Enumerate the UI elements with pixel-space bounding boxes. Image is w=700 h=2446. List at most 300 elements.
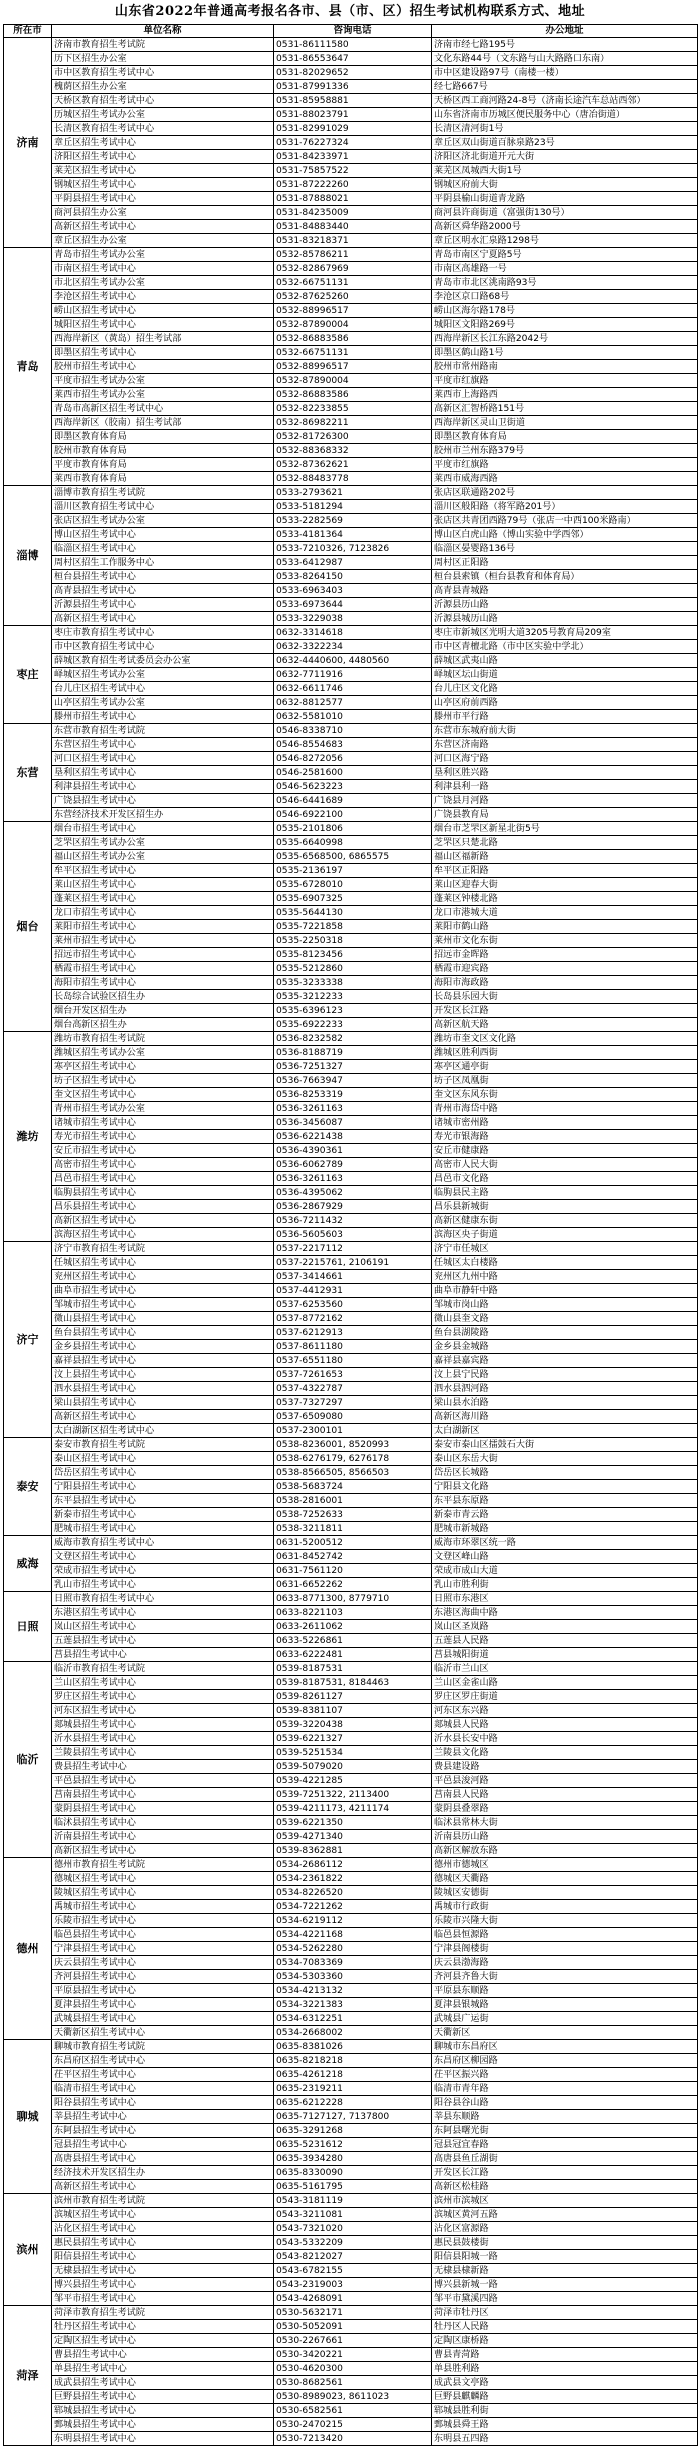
unit-name-cell: 东昌府区招生考试中心 [52, 2054, 274, 2068]
phone-cell: 0536-7663947 [274, 1074, 432, 1088]
phone-cell: 0632-8812577 [274, 696, 432, 710]
phone-cell: 0535-5644130 [274, 906, 432, 920]
phone-cell: 0532-81726300 [274, 430, 432, 444]
table-row [4, 2096, 698, 2110]
phone-cell: 0536-3261163 [274, 1102, 432, 1116]
phone-cell: 0539-8187531 [274, 1662, 432, 1676]
address-cell: 济阳区济北街道开元大街 [432, 150, 698, 164]
phone-cell: 0635-8381026 [274, 2040, 432, 2054]
phone-cell: 0631-5200512 [274, 1536, 432, 1550]
address-cell: 芝罘区只楚北路 [432, 836, 698, 850]
address-cell: 乳山市胜利街 [432, 1578, 698, 1592]
phone-cell: 0536-6221438 [274, 1130, 432, 1144]
unit-name-cell: 日照市教育招生考试中心 [52, 1592, 274, 1606]
unit-name-cell: 山亭区招生考试办公室 [52, 696, 274, 710]
table-row [4, 1928, 698, 1942]
unit-name-cell: 微山县招生考试中心 [52, 1312, 274, 1326]
table-row [4, 192, 698, 206]
phone-cell: 0633-8771300, 8779710 [274, 1592, 432, 1606]
table-row [4, 738, 698, 752]
phone-cell: 0533-6963403 [274, 584, 432, 598]
unit-name-cell: 栖霞市招生考试中心 [52, 962, 274, 976]
phone-cell: 0537-4412931 [274, 1284, 432, 1298]
address-cell: 文登区峰山路 [432, 1550, 698, 1564]
phone-cell: 0539-6221327 [274, 1732, 432, 1746]
phone-cell: 0534-2686112 [274, 1858, 432, 1872]
city-cell: 淄博 [4, 486, 52, 626]
address-cell: 沾化区富源路 [432, 2222, 698, 2236]
table-row [4, 1074, 698, 1088]
unit-name-cell: 夏津县招生考试中心 [52, 1998, 274, 2012]
phone-cell: 0532-66751131 [274, 276, 432, 290]
address-cell: 龙口市港城大道 [432, 906, 698, 920]
address-cell: 周村区正阳路 [432, 556, 698, 570]
header-phone: 咨询电话 [274, 25, 432, 38]
unit-name-cell: 邹平市招生考试中心 [52, 2292, 274, 2306]
city-cell: 潍坊 [4, 1032, 52, 1242]
unit-name-cell: 临清市招生考试中心 [52, 2082, 274, 2096]
phone-cell: 0543-8212027 [274, 2250, 432, 2264]
table-row [4, 2152, 698, 2166]
table-row [4, 2166, 698, 2180]
table-row [4, 1438, 698, 1452]
address-cell: 陵城区安德街 [432, 1886, 698, 1900]
table-row [4, 2320, 698, 2334]
address-cell: 高新区汇智桥路151号 [432, 402, 698, 416]
unit-name-cell: 惠民县招生考试中心 [52, 2236, 274, 2250]
address-cell: 青岛市市北区洮南路93号 [432, 276, 698, 290]
address-cell: 无棣县棣新路 [432, 2264, 698, 2278]
address-cell: 汶上县宁民路 [432, 1368, 698, 1382]
address-cell: 城阳区文阳路269号 [432, 318, 698, 332]
address-cell: 莒县城阳街道 [432, 1648, 698, 1662]
table-row [4, 2432, 698, 2446]
address-cell: 邹平市黛溪四路 [432, 2292, 698, 2306]
unit-name-cell: 崂山区招生考试中心 [52, 304, 274, 318]
table-row [4, 206, 698, 220]
table-row [4, 808, 698, 822]
unit-name-cell: 武城县招生考试中心 [52, 2012, 274, 2026]
phone-cell: 0531-82029652 [274, 66, 432, 80]
unit-name-cell: 东营区招生考试中心 [52, 738, 274, 752]
phone-cell: 0532-86883586 [274, 332, 432, 346]
address-cell: 曲阜市静轩中路 [432, 1284, 698, 1298]
address-cell: 寿光市银海路 [432, 1130, 698, 1144]
unit-name-cell: 商河县招生办公室 [52, 206, 274, 220]
unit-name-cell: 垦利区招生考试中心 [52, 766, 274, 780]
address-cell: 费县建设路 [432, 1760, 698, 1774]
unit-name-cell: 德城区招生考试中心 [52, 1872, 274, 1886]
phone-cell: 0530-8989023, 8611023 [274, 2390, 432, 2404]
address-cell: 阳谷县谷山路 [432, 2096, 698, 2110]
phone-cell: 0531-84883440 [274, 220, 432, 234]
table-row [4, 1690, 698, 1704]
table-row [4, 1676, 698, 1690]
phone-cell: 0536-5605603 [274, 1228, 432, 1242]
address-cell: 泰山区东岳大街 [432, 1452, 698, 1466]
unit-name-cell: 单县招生考试中心 [52, 2362, 274, 2376]
table-row [4, 1942, 698, 1956]
unit-name-cell: 芝罘区招生考试办公室 [52, 836, 274, 850]
address-cell: 夏津县银城路 [432, 1998, 698, 2012]
phone-cell: 0530-6582561 [274, 2404, 432, 2418]
address-cell: 垦利区胜兴路 [432, 766, 698, 780]
address-cell: 长清区清河街1号 [432, 122, 698, 136]
address-cell: 莱州市文化东街 [432, 934, 698, 948]
phone-cell: 0535-3212233 [274, 990, 432, 1004]
table-row [4, 2348, 698, 2362]
phone-cell: 0534-6219112 [274, 1914, 432, 1928]
address-cell: 开发区长江路 [432, 2166, 698, 2180]
table-row [4, 1704, 698, 1718]
address-cell: 长岛县乐园大街 [432, 990, 698, 1004]
phone-cell: 0538-8566505, 8566503 [274, 1466, 432, 1480]
table-row [4, 1186, 698, 1200]
table-row [4, 108, 698, 122]
unit-name-cell: 兰山区招生考试中心 [52, 1676, 274, 1690]
table-row [4, 360, 698, 374]
table-row [4, 1200, 698, 1214]
phone-cell: 0539-7251322, 2113400 [274, 1788, 432, 1802]
table-row [4, 346, 698, 360]
unit-name-cell: 太白湖新区招生考试中心 [52, 1424, 274, 1438]
unit-name-cell: 费县招生考试中心 [52, 1760, 274, 1774]
address-cell: 东平县东原路 [432, 1494, 698, 1508]
unit-name-cell: 郯城县招生考试中心 [52, 1718, 274, 1732]
unit-name-cell: 蒙阴县招生考试中心 [52, 1802, 274, 1816]
table-row [4, 38, 698, 52]
address-cell: 西海岸新区灵山卫街道 [432, 416, 698, 430]
phone-cell: 0537-3414661 [274, 1270, 432, 1284]
unit-name-cell: 龙口市招生考试中心 [52, 906, 274, 920]
unit-name-cell: 东明县招生考试中心 [52, 2432, 274, 2446]
table-row [4, 1312, 698, 1326]
phone-cell: 0546-5623223 [274, 780, 432, 794]
address-cell: 临淄区晏婴路136号 [432, 542, 698, 556]
address-cell: 坊子区凤凰街 [432, 1074, 698, 1088]
phone-cell: 0537-2215761, 2106191 [274, 1256, 432, 1270]
phone-cell: 0631-8452742 [274, 1550, 432, 1564]
phone-cell: 0543-3181119 [274, 2194, 432, 2208]
phone-cell: 0536-3261163 [274, 1172, 432, 1186]
table-row [4, 1732, 698, 1746]
unit-name-cell: 东平县招生考试中心 [52, 1494, 274, 1508]
address-cell: 临清市青年路 [432, 2082, 698, 2096]
table-row [4, 1564, 698, 1578]
table-row [4, 486, 698, 500]
phone-cell: 0530-2470215 [274, 2418, 432, 2432]
table-row [4, 178, 698, 192]
phone-cell: 0635-4261218 [274, 2068, 432, 2082]
table-row [4, 402, 698, 416]
table-row [4, 1172, 698, 1186]
phone-cell: 0632-3322234 [274, 640, 432, 654]
unit-name-cell: 西海岸新区（胶南）招生考试部 [52, 416, 274, 430]
table-row [4, 1214, 698, 1228]
phone-cell: 0532-88483778 [274, 472, 432, 486]
address-cell: 莱西市威海西路 [432, 472, 698, 486]
address-cell: 即墨区教育体育局 [432, 430, 698, 444]
phone-cell: 0531-85958881 [274, 94, 432, 108]
unit-name-cell: 泗水县招生考试中心 [52, 1382, 274, 1396]
phone-cell: 0533-4181364 [274, 528, 432, 542]
table-row [4, 276, 698, 290]
address-cell: 平度市红旗路 [432, 374, 698, 388]
table-row [4, 892, 698, 906]
address-cell: 微山县奎文路 [432, 1312, 698, 1326]
city-cell: 威海 [4, 1536, 52, 1592]
unit-name-cell: 台儿庄区招生考试中心 [52, 682, 274, 696]
table-row [4, 1228, 698, 1242]
phone-cell: 0537-4322787 [274, 1382, 432, 1396]
unit-name-cell: 莘县招生考试中心 [52, 2110, 274, 2124]
phone-cell: 0537-8772162 [274, 1312, 432, 1326]
phone-cell: 0537-6509080 [274, 1410, 432, 1424]
phone-cell: 0632-6611746 [274, 682, 432, 696]
phone-cell: 0633-5226861 [274, 1634, 432, 1648]
table-row [4, 458, 698, 472]
table-row [4, 1718, 698, 1732]
phone-cell: 0635-8330090 [274, 2166, 432, 2180]
phone-cell: 0532-88996517 [274, 304, 432, 318]
city-cell: 德州 [4, 1858, 52, 2040]
address-cell: 乐陵市兴隆大街 [432, 1914, 698, 1928]
phone-cell: 0635-8218218 [274, 2054, 432, 2068]
phone-cell: 0539-4211173, 4211174 [274, 1802, 432, 1816]
unit-name-cell: 市中区教育招生考试中心 [52, 640, 274, 654]
phone-cell: 0530-5052091 [274, 2320, 432, 2334]
address-cell: 淄川区般阳路（将军路201号） [432, 500, 698, 514]
phone-cell: 0535-6907325 [274, 892, 432, 906]
table-row [4, 444, 698, 458]
phone-cell: 0631-7561120 [274, 1564, 432, 1578]
unit-name-cell: 历城区招生考试办公室 [52, 108, 274, 122]
unit-name-cell: 阳谷县招生考试中心 [52, 2096, 274, 2110]
phone-cell: 0535-5212860 [274, 962, 432, 976]
unit-name-cell: 高新区招生考试中心 [52, 1844, 274, 1858]
table-row [4, 1956, 698, 1970]
unit-name-cell: 经济技术开发区招生办 [52, 2166, 274, 2180]
address-cell: 德州市德城区 [432, 1858, 698, 1872]
address-cell: 宁阳县文化路 [432, 1480, 698, 1494]
phone-cell: 0633-8221103 [274, 1606, 432, 1620]
unit-name-cell: 莒南县招生考试中心 [52, 1788, 274, 1802]
address-cell: 岚山区圣岚路 [432, 1620, 698, 1634]
unit-name-cell: 莱西市教育体育局 [52, 472, 274, 486]
unit-name-cell: 临朐县招生考试中心 [52, 1186, 274, 1200]
unit-name-cell: 潍坊市教育招生考试院 [52, 1032, 274, 1046]
table-row [4, 1606, 698, 1620]
unit-name-cell: 威海市教育招生考试中心 [52, 1536, 274, 1550]
phone-cell: 0537-7261653 [274, 1368, 432, 1382]
address-cell: 高青县青城路 [432, 584, 698, 598]
table-row [4, 2110, 698, 2124]
address-cell: 兖州区九州中路 [432, 1270, 698, 1284]
phone-cell: 0533-2793621 [274, 486, 432, 500]
table-row [4, 290, 698, 304]
unit-name-cell: 城阳区招生考试中心 [52, 318, 274, 332]
table-row [4, 724, 698, 738]
phone-cell: 0534-4213132 [274, 1984, 432, 1998]
unit-name-cell: 莱山区招生考试中心 [52, 878, 274, 892]
table-row [4, 2054, 698, 2068]
unit-name-cell: 薛城区教育招生考试委员会办公室 [52, 654, 274, 668]
table-row [4, 1284, 698, 1298]
address-cell: 冠县冠宜春路 [432, 2138, 698, 2152]
address-cell: 商河县许商街道（富强街130号） [432, 206, 698, 220]
city-cell: 济宁 [4, 1242, 52, 1438]
table-row [4, 2180, 698, 2194]
unit-name-cell: 平原县招生考试中心 [52, 1984, 274, 1998]
address-cell: 东阿县曙光街 [432, 2124, 698, 2138]
table-row [4, 1032, 698, 1046]
address-cell: 宁津县阁楼街 [432, 1942, 698, 1956]
unit-name-cell: 高新区招生考试中心 [52, 1214, 274, 1228]
unit-name-cell: 曹县招生考试中心 [52, 2348, 274, 2362]
phone-cell: 0539-4271340 [274, 1830, 432, 1844]
address-cell: 寒亭区通亭街 [432, 1060, 698, 1074]
phone-cell: 0535-2101806 [274, 822, 432, 836]
unit-name-cell: 曲阜市招生考试中心 [52, 1284, 274, 1298]
address-cell: 莘县东顺路 [432, 2110, 698, 2124]
phone-cell: 0534-5262280 [274, 1942, 432, 1956]
phone-cell: 0530-2267661 [274, 2334, 432, 2348]
unit-name-cell: 莱西市招生考试办公室 [52, 388, 274, 402]
unit-name-cell: 乐陵市招生考试中心 [52, 1914, 274, 1928]
phone-cell: 0534-2361822 [274, 1872, 432, 1886]
address-cell: 莒南县人民路 [432, 1788, 698, 1802]
city-cell: 泰安 [4, 1438, 52, 1536]
phone-cell: 0536-8232582 [274, 1032, 432, 1046]
address-cell: 高新区航天路 [432, 1018, 698, 1032]
table-row [4, 1802, 698, 1816]
unit-name-cell: 沾化区招生考试中心 [52, 2222, 274, 2236]
phone-cell: 0535-2136197 [274, 864, 432, 878]
address-cell: 经七路667号 [432, 80, 698, 94]
table-row [4, 1998, 698, 2012]
phone-cell: 0537-8611180 [274, 1340, 432, 1354]
table-row [4, 780, 698, 794]
city-cell: 日照 [4, 1592, 52, 1662]
table-row [4, 934, 698, 948]
city-cell: 滨州 [4, 2194, 52, 2306]
address-cell: 武城县广运街 [432, 2012, 698, 2026]
table-row [4, 1018, 698, 1032]
table-row [4, 1480, 698, 1494]
address-cell: 张店区共青团西路79号（张店一中西100米路南） [432, 514, 698, 528]
table-row [4, 570, 698, 584]
phone-cell: 0535-2250318 [274, 934, 432, 948]
unit-name-cell: 西海岸新区（黄岛）招生考试部 [52, 332, 274, 346]
unit-name-cell: 博兴县招生考试中心 [52, 2278, 274, 2292]
table-row [4, 2040, 698, 2054]
table-row [4, 122, 698, 136]
phone-cell: 0533-6973644 [274, 598, 432, 612]
unit-name-cell: 岱岳区招生考试中心 [52, 1466, 274, 1480]
address-cell: 高新区健康东街 [432, 1214, 698, 1228]
document-title: 山东省2022年普通高考报名各市、县（市、区）招生考试机构联系方式、地址 [114, 4, 586, 19]
address-cell: 梁山县水泊路 [432, 1396, 698, 1410]
address-cell: 张店区联通路202号 [432, 486, 698, 500]
phone-cell: 0633-6222481 [274, 1648, 432, 1662]
phone-cell: 0635-7127127, 7137800 [274, 2110, 432, 2124]
table-row [4, 430, 698, 444]
table-row [4, 2278, 698, 2292]
unit-name-cell: 金乡县招生考试中心 [52, 1340, 274, 1354]
phone-cell: 0531-86111580 [274, 38, 432, 52]
address-cell: 罗庄区罗庄街道 [432, 1690, 698, 1704]
table-row [4, 836, 698, 850]
unit-name-cell: 李沧区招生考试中心 [52, 290, 274, 304]
phone-cell: 0534-2668002 [274, 2026, 432, 2040]
table-row [4, 696, 698, 710]
unit-name-cell: 泰山区招生考试中心 [52, 1452, 274, 1466]
address-cell: 平阴县榆山街道青龙路 [432, 192, 698, 206]
unit-name-cell: 即墨区教育体育局 [52, 430, 274, 444]
phone-cell: 0531-87991336 [274, 80, 432, 94]
address-cell: 济宁市任城区 [432, 1242, 698, 1256]
address-cell: 利津县利一路 [432, 780, 698, 794]
table-row [4, 1872, 698, 1886]
unit-name-cell: 宁阳县招生考试中心 [52, 1480, 274, 1494]
table-row [4, 542, 698, 556]
address-cell: 李沧区京口路68号 [432, 290, 698, 304]
address-cell: 沂源县历山路 [432, 598, 698, 612]
phone-cell: 0537-6212913 [274, 1326, 432, 1340]
table-row [4, 1508, 698, 1522]
unit-name-cell: 蓬莱区招生考试中心 [52, 892, 274, 906]
table-row [4, 1088, 698, 1102]
address-cell: 高新区松桂路 [432, 2180, 698, 2194]
unit-name-cell: 济南市教育招生考试院 [52, 38, 274, 52]
unit-name-cell: 招远市招生考试中心 [52, 948, 274, 962]
unit-name-cell: 钢城区招生考试中心 [52, 178, 274, 192]
phone-cell: 0537-2300101 [274, 1424, 432, 1438]
table-row [4, 2082, 698, 2096]
address-cell: 河东区东兴路 [432, 1704, 698, 1718]
unit-name-cell: 淄川区教育招生考试中心 [52, 500, 274, 514]
address-cell: 昌乐县新城街 [432, 1200, 698, 1214]
phone-cell: 0538-7252633 [274, 1508, 432, 1522]
phone-cell: 0531-84233971 [274, 150, 432, 164]
table-row [4, 136, 698, 150]
address-cell: 峄城区坛山街道 [432, 668, 698, 682]
address-cell: 滨城区黄河五路 [432, 2208, 698, 2222]
unit-name-cell: 滨城区招生考试中心 [52, 2208, 274, 2222]
address-cell: 邹城市岗山路 [432, 1298, 698, 1312]
phone-cell: 0546-6922100 [274, 808, 432, 822]
table-row [4, 1970, 698, 1984]
table-row [4, 794, 698, 808]
address-cell: 市中区青檀北路（市中区实验中学北） [432, 640, 698, 654]
phone-cell: 0537-2217112 [274, 1242, 432, 1256]
unit-name-cell: 青州市招生考试办公室 [52, 1102, 274, 1116]
unit-name-cell: 平邑县招生考试中心 [52, 1774, 274, 1788]
unit-name-cell: 牡丹区招生考试中心 [52, 2320, 274, 2334]
address-cell: 临邑县恒源路 [432, 1928, 698, 1942]
phone-cell: 0543-6782155 [274, 2264, 432, 2278]
address-cell: 东营市东城府前大街 [432, 724, 698, 738]
unit-name-cell: 济宁市教育招生考试院 [52, 1242, 274, 1256]
unit-name-cell: 牟平区招生考试中心 [52, 864, 274, 878]
unit-name-cell: 泰安市教育招生考试院 [52, 1438, 274, 1452]
table-row [4, 2390, 698, 2404]
table-row [4, 2236, 698, 2250]
phone-cell: 0539-8362881 [274, 1844, 432, 1858]
unit-name-cell: 临沭县招生考试中心 [52, 1816, 274, 1830]
address-cell: 东港区海曲中路 [432, 1606, 698, 1620]
unit-name-cell: 郓城县招生考试中心 [52, 2404, 274, 2418]
